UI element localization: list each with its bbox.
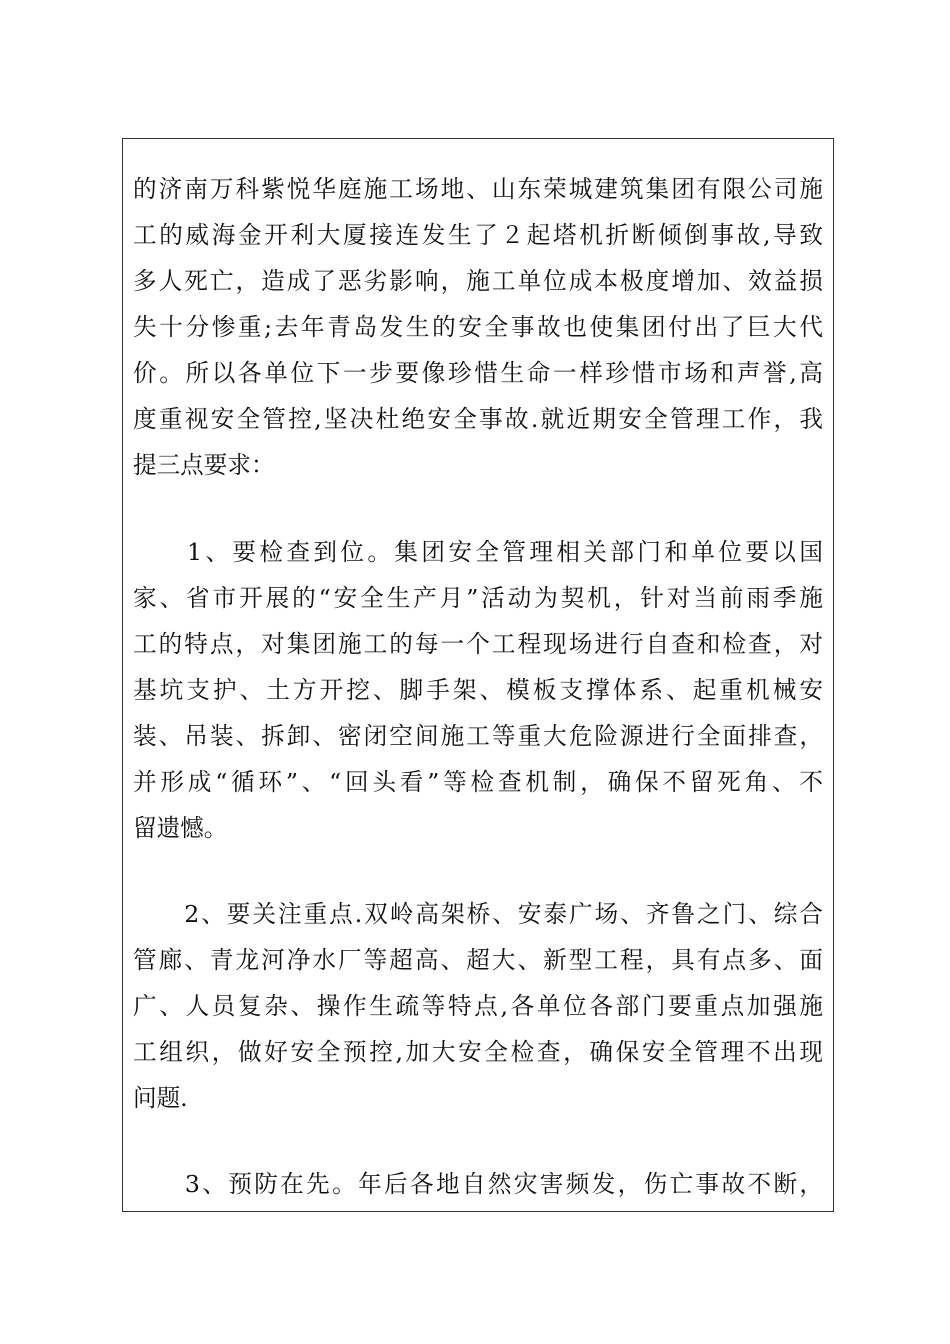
text-line-8: 1、要检查到位。集团安全管理相关部门和单位要以国 [133, 538, 823, 566]
text-line-10: 工的特点，对集团施工的每一个工程现场进行自查和检查，对 [133, 630, 823, 658]
text-line-12: 装、吊装、拆卸、密闭空间施工等重大危险源进行全面排查， [133, 722, 823, 750]
text-line-14: 留遗憾。 [133, 814, 228, 842]
text-line-1: 的济南万科紫悦华庭施工场地、山东荣城建筑集团有限公司施 [133, 175, 823, 203]
text-line-13: 并形成“循环”、“回头看”等检查机制，确保不留死角、不 [133, 768, 823, 796]
text-line-2: 工的威海金开利大厦接连发生了２起塔机折断倾倒事故,导致 [133, 221, 823, 249]
text-line-5: 价。所以各单位下一步要像珍惜生命一样珍惜市场和声誉,高 [133, 359, 823, 387]
text-line-19: 问题. [133, 1084, 188, 1112]
text-line-6: 度重视安全管控,坚决杜绝安全事故.就近期安全管理工作，我 [133, 405, 823, 433]
text-line-20: 3、预防在先。年后各地自然灾害频发，伤亡事故不断， [133, 1170, 823, 1198]
text-line-15: 2、要关注重点.双岭高架桥、安泰广场、齐鲁之门、综合 [133, 900, 823, 928]
text-line-3: 多人死亡，造成了恶劣影响，施工单位成本极度增加、效益损 [133, 267, 823, 295]
text-line-9: 家、省市开展的“安全生产月”活动为契机，针对当前雨季施 [133, 584, 823, 612]
text-line-16: 管廊、青龙河净水厂等超高、超大、新型工程，具有点多、面 [133, 946, 823, 974]
text-line-17: 广、人员复杂、操作生疏等特点,各单位各部门要重点加强施 [133, 992, 823, 1020]
text-line-18: 工组织，做好安全预控,加大安全检查，确保安全管理不出现 [133, 1038, 823, 1066]
text-line-11: 基坑支护、土方开挖、脚手架、模板支撑体系、起重机械安 [133, 676, 823, 704]
text-line-4: 失十分惨重;去年青岛发生的安全事故也使集团付出了巨大代 [133, 313, 823, 341]
text-line-7: 提三点要求： [133, 451, 275, 479]
